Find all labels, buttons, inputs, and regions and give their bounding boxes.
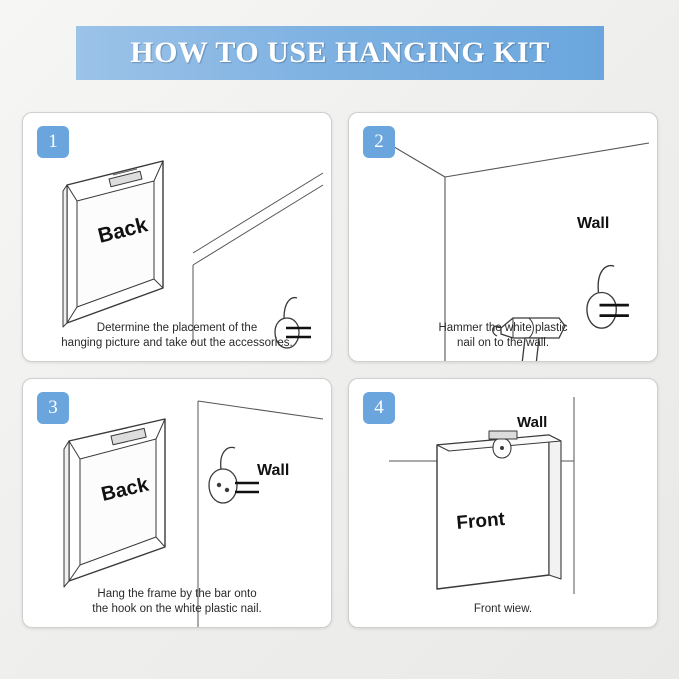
step-2-caption-line1: Hammer the white plastic xyxy=(438,322,568,334)
step-4-wall-label: Wall xyxy=(517,414,548,431)
step-2-caption-line2: nail on to the wall. xyxy=(456,337,550,349)
step-badge-3: 3 xyxy=(37,392,69,424)
step-panel-3 xyxy=(22,378,332,628)
step-3-caption xyxy=(23,587,331,617)
step-3-frame-label: Back xyxy=(99,473,151,506)
step-4-caption-line1: Front wiew. xyxy=(473,603,533,615)
step-4-illustration xyxy=(349,379,658,628)
step-4-caption xyxy=(349,602,657,617)
step-2-wall-label: Wall xyxy=(577,215,610,232)
step-3-caption-line2: the hook on the white plastic nail. xyxy=(92,603,262,615)
step-panel-4 xyxy=(348,378,658,628)
step-1-caption-line1: Determine the placement of the xyxy=(96,322,258,334)
step-1-caption xyxy=(23,321,331,351)
step-3-wall-label: Wall xyxy=(257,462,290,479)
step-badge-1: 1 xyxy=(37,126,69,158)
page-title: HOW TO USE HANGING KIT xyxy=(130,36,550,69)
step-3-caption-line1: Hang the frame by the bar onto xyxy=(97,588,257,600)
step-panel-2 xyxy=(348,112,658,362)
title-banner xyxy=(76,26,604,80)
step-4-frame-label: Front xyxy=(455,508,506,534)
step-1-frame-label: Back xyxy=(95,213,150,248)
step-badge-2: 2 xyxy=(363,126,395,158)
step-2-caption xyxy=(349,321,657,351)
step-badge-4: 4 xyxy=(363,392,395,424)
step-panel-1 xyxy=(22,112,332,362)
steps-grid xyxy=(22,112,658,652)
step-1-caption-line2: hanging picture and take out the accessories. xyxy=(61,337,293,349)
